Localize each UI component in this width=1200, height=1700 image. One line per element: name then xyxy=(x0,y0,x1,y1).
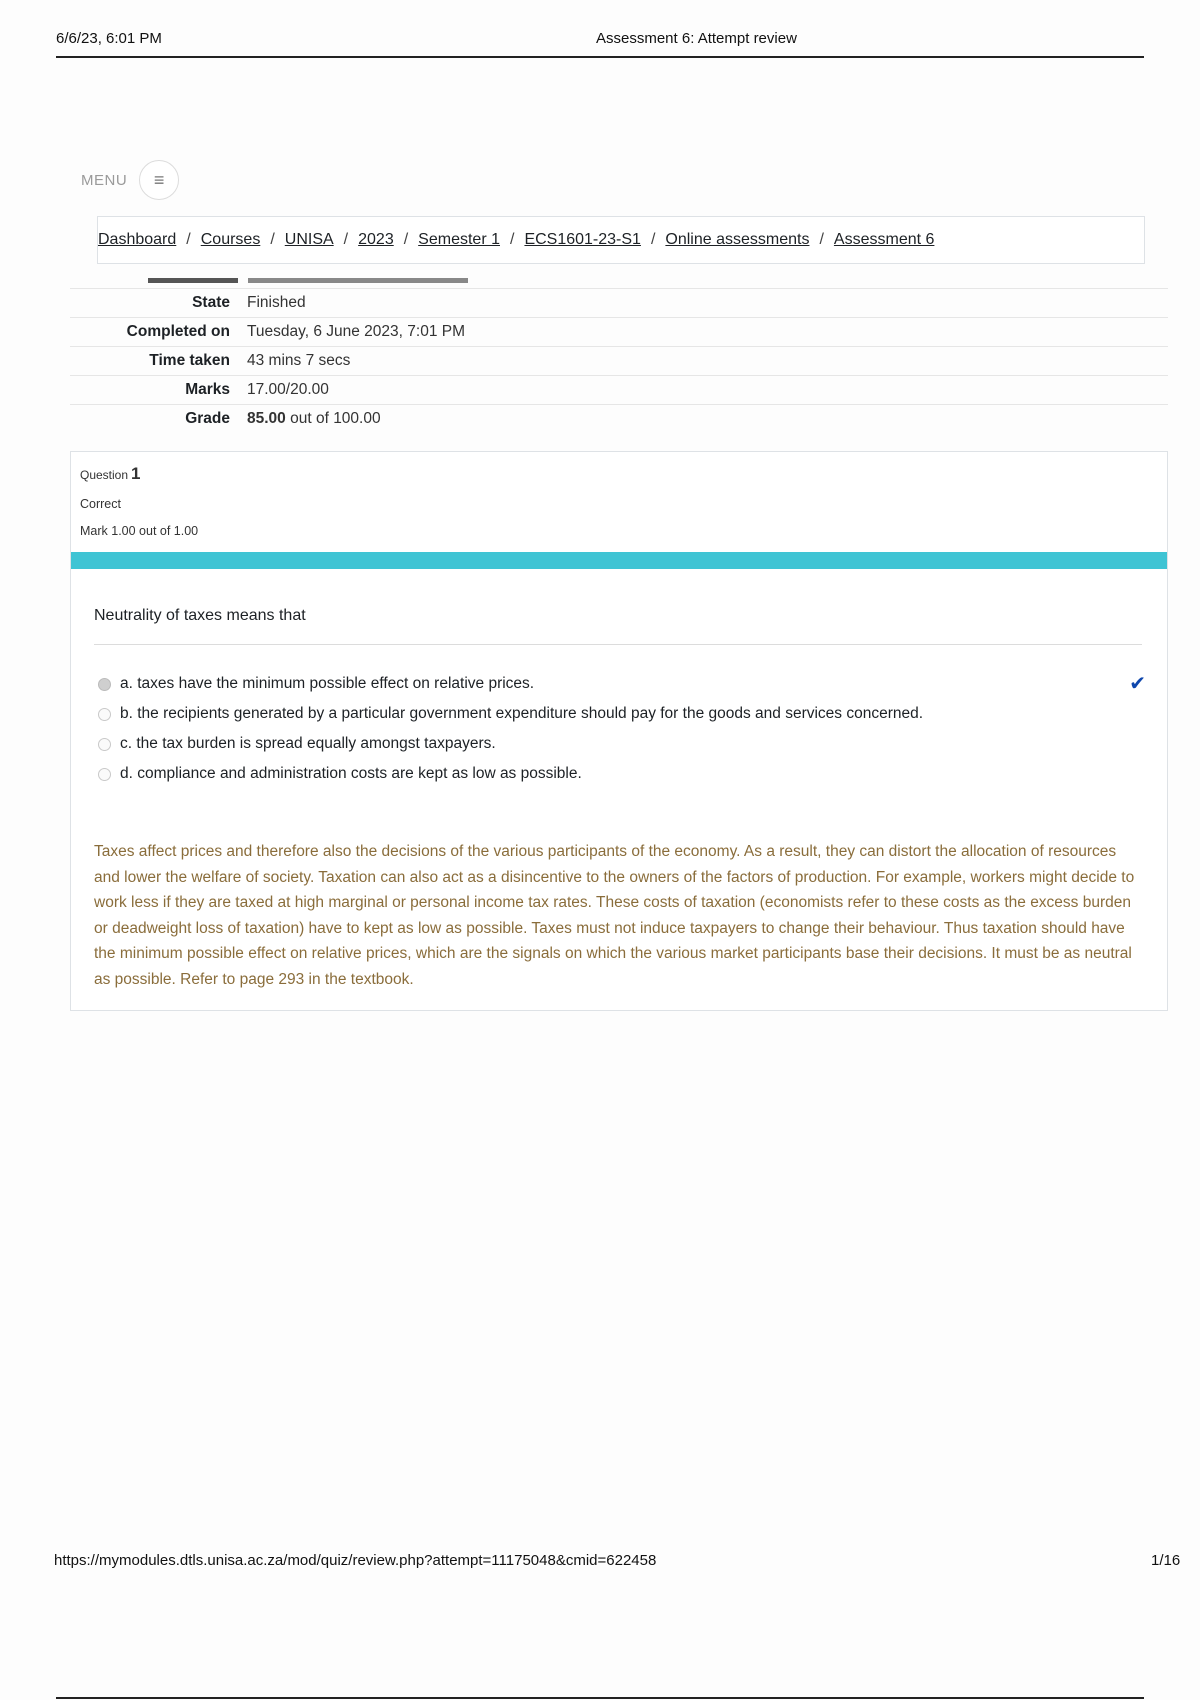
breadcrumb-semester[interactable]: Semester 1 xyxy=(418,231,500,248)
correct-check-icon: ✔ xyxy=(1129,673,1146,695)
breadcrumb: Dashboard / Courses / UNISA / 2023 / Semester 1 / ECS1601-23-S1 / Online assessments / Assessment 6 xyxy=(97,216,1145,264)
summary-row-time xyxy=(70,347,1168,376)
summary-row-grade xyxy=(70,405,1168,433)
page-number: 1/16 xyxy=(1151,1552,1181,1569)
answer-text: b. the recipients generated by a particular government expenditure should pay for the goods and services concerned. xyxy=(120,705,924,722)
breadcrumb-course[interactable]: ECS1601-23-S1 xyxy=(524,231,641,248)
question-info xyxy=(71,452,1167,538)
hamburger-icon[interactable]: ≡ xyxy=(139,160,179,200)
grade-total: out of 100.00 xyxy=(285,410,381,427)
print-title: Assessment 6: Attempt review xyxy=(596,30,797,47)
breadcrumb-online-assessments[interactable]: Online assessments xyxy=(665,231,810,248)
breadcrumb-assessment[interactable]: Assessment 6 xyxy=(833,231,935,248)
state-value: Finished xyxy=(247,294,306,311)
breadcrumb-year[interactable]: 2023 xyxy=(358,231,394,248)
footer-divider xyxy=(56,1697,1144,1699)
marks-label: Marks xyxy=(185,381,230,398)
radio-unselected[interactable] xyxy=(98,708,111,721)
question-accent-bar xyxy=(71,552,1167,569)
time-value: 43 mins 7 secs xyxy=(247,352,351,369)
header-divider xyxy=(56,56,1144,58)
answer-option-d[interactable] xyxy=(98,759,1146,789)
grade-label: Grade xyxy=(185,410,230,427)
completed-value: Tuesday, 6 June 2023, 7:01 PM xyxy=(247,323,465,340)
question-number: 1 xyxy=(131,464,141,483)
menu xyxy=(81,160,179,200)
answer-option-c[interactable] xyxy=(98,729,1146,759)
breadcrumb-courses[interactable]: Courses xyxy=(200,231,261,248)
answer-option-b[interactable] xyxy=(98,699,1146,729)
print-date: 6/6/23, 6:01 PM xyxy=(56,30,162,47)
summary-row-marks xyxy=(70,376,1168,405)
question-card xyxy=(70,451,1168,1011)
grade-score: 85.00 xyxy=(247,410,286,427)
answer-text: c. the tax burden is spread equally amongst taxpayers. xyxy=(120,735,496,752)
summary-row-clipped xyxy=(70,264,1168,289)
answer-option-a[interactable] xyxy=(98,669,1146,699)
radio-unselected[interactable] xyxy=(98,768,111,781)
breadcrumb-dashboard[interactable]: Dashboard xyxy=(98,231,177,248)
question-mark: Mark 1.00 out of 1.00 xyxy=(80,524,199,538)
question-divider xyxy=(94,644,1142,645)
breadcrumb-unisa[interactable]: UNISA xyxy=(284,231,334,248)
completed-label: Completed on xyxy=(126,323,230,340)
question-status: Correct xyxy=(80,497,121,511)
answer-text: d. compliance and administration costs are kept as low as possible. xyxy=(120,765,582,782)
answer-text: a. taxes have the minimum possible effect on relative prices. xyxy=(120,675,535,692)
general-feedback: Taxes affect prices and therefore also the decisions of the various participants of the economy. As a result, they can distort the allocation of resources and lower the welfare of society. Taxation can also act as a disincentive to the owners of the factors of production. For example, workers might decide to work less if they are taxed at high marginal or personal income tax rates. These costs of taxation (economists refer to these costs as the excess burden or deadweight loss of taxation) have to kept as low as possible. Taxes must not induce taxpayers to change their behaviour. Thus taxation should have the minimum possible effect on relative prices, which are the signals on which the various market participants base their decisions. It must be as neutral as possible. Refer to page 293 in the textbook. xyxy=(94,843,1135,988)
grade-value xyxy=(247,410,381,428)
time-label: Time taken xyxy=(149,352,230,369)
menu-label: MENU xyxy=(81,171,128,189)
state-label: State xyxy=(192,294,230,311)
answer-list xyxy=(98,669,1146,789)
page-url: https://mymodules.dtls.unisa.ac.za/mod/quiz/review.php?attempt=11175048&cmid=622458 xyxy=(54,1552,657,1569)
question-text: Neutrality of taxes means that xyxy=(94,607,306,624)
radio-selected[interactable] xyxy=(98,678,111,691)
marks-value: 17.00/20.00 xyxy=(247,381,329,398)
attempt-summary xyxy=(70,264,1168,433)
summary-row-state xyxy=(70,289,1168,318)
question-label: Question xyxy=(80,468,129,482)
radio-unselected[interactable] xyxy=(98,738,111,751)
summary-row-completed xyxy=(70,318,1168,347)
